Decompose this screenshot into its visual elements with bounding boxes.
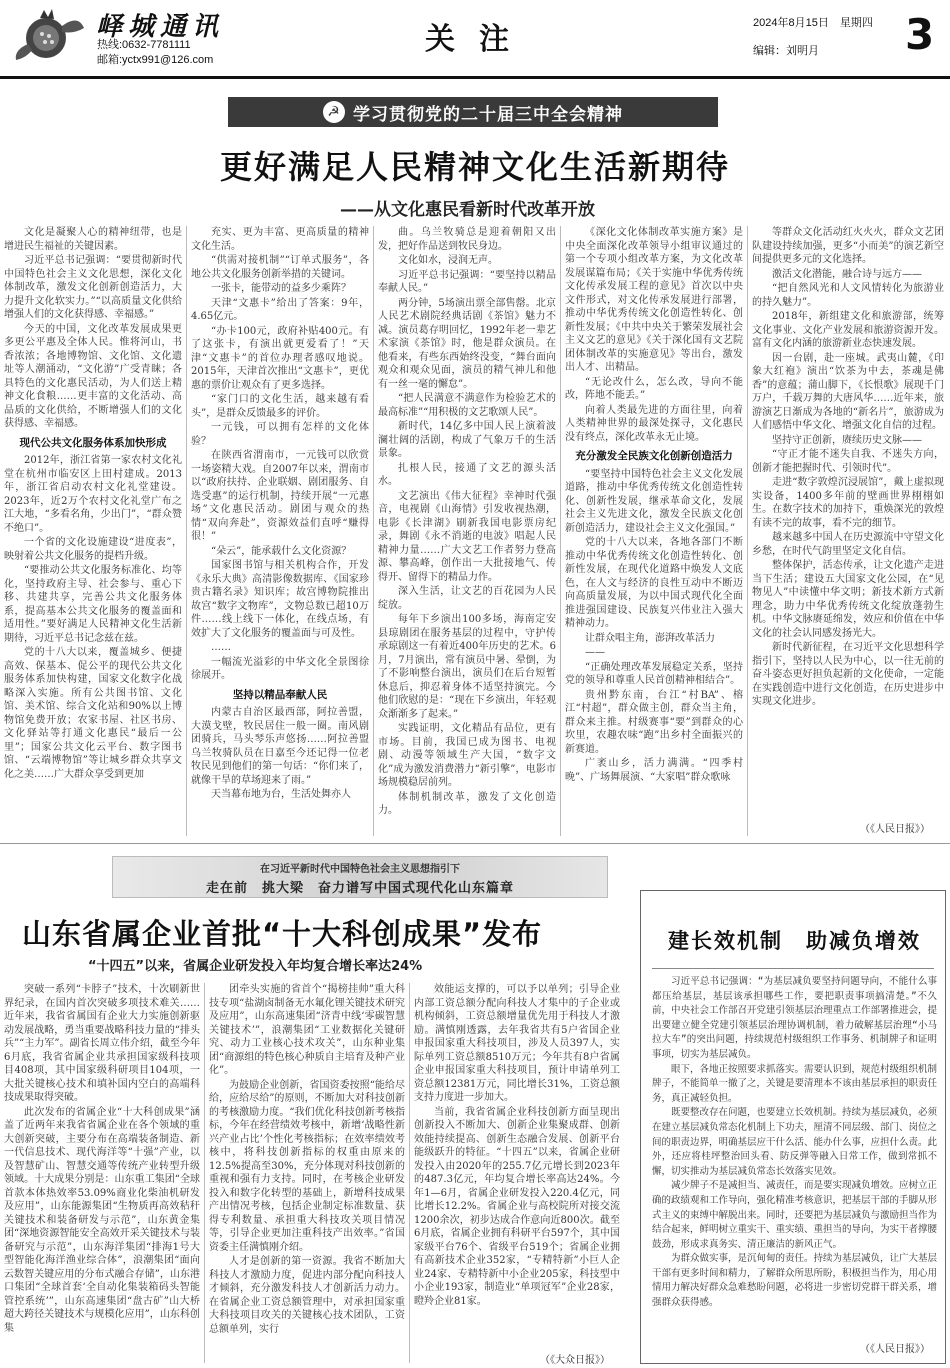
article1-column-5: [752, 226, 944, 816]
section-subheading: 坚持以精品奉献人民: [232, 688, 328, 701]
article-paragraph: 新时代，14亿多中国人民上演着波澜壮阔的活剧，构成了气象万千的生活景象。: [378, 421, 556, 459]
commentary-paragraph: 既要整改存在问题，也要建立长效机制。持续为基层减负，必须在建立基层减负常态化机制上下功夫，厘清不同层级、部门、岗位之间的职责边界，明确基层应干什么活、能办什么事，应担什么责。此外，还应将桂坪整治回头看、防反弹等融入日常工作，做到常抓不懈，切实推动为基层减负常态长效落实见效。: [652, 1107, 938, 1177]
article1-subheadline: ——从文化惠民看新时代改革开放: [340, 200, 595, 220]
article-paragraph: 团牵头实施的省首个“揭榜挂帅”重大科技专项“盐湖卤制备无水氟化锂关键技术研究及应用”，山东高速集团“济青中线‘零碳智慧关键技术’”，浪潮集团“工业数据化关键研究、动力工业核心技术攻关”，山东种业集团“商源组的特色核心种质自主培育及种产业化”。: [209, 984, 405, 1076]
article-paragraph: ……: [211, 642, 231, 653]
article-paragraph: 党的十八大以来，各地各部门不断推动中华优秀传统文化创造性转化、创新性发展，在现代化道路中焕发人文底色，在人文与经济的良性互动中不断迈向高质量发展，为以中国式现代化全面推进强国建设、民族复兴伟业注入强大精神动力。: [565, 537, 743, 629]
hotline: 热线:0632-7781111: [97, 39, 191, 51]
article-paragraph: “家门口的文化生活，越来越有看头”，是群众反馈最多的评价。: [191, 394, 369, 419]
section-title: 关注: [425, 22, 533, 57]
article-paragraph: 向着人类最先进的方面往里，向着人类精神世界的最深处探寻，文化惠民没有终点，深化改革永无止境。: [565, 404, 743, 443]
campaign-banner-top: 在习近平新时代中国特色社会主义思想指引下: [260, 864, 460, 875]
article-paragraph: 越来越多中国人在历史源流中守望文化乡愁，在时代气韵里坚定文化自信。: [752, 532, 944, 557]
article2-headline: 山东省属企业首批“十大科创成果”发布: [22, 917, 543, 951]
article-paragraph: 充实、更为丰富、更高质量的精神文化生活。: [191, 227, 369, 252]
article-paragraph: 今天的中国，文化改革发展成果更多更公平惠及全体人民。惟将河山，书香浓浓；各地博物馆、文化馆、文化遗址等人潮涌动，“文化游”广受青睐；各具特色的文化惠民活动，为人们送上精神文化食粮……更丰富的文化活动、高品质的文化供给，不断增强人们的文化获得感、幸福感。: [4, 323, 182, 429]
article-paragraph: 一元钱，可以拥有怎样的文化体验？: [191, 422, 369, 447]
masthead: [0, 0, 950, 80]
article-paragraph: “朵云”，能承载什么文化资源？: [211, 545, 352, 557]
article-paragraph: 激活文化潜能，融合诗与远方——: [772, 268, 922, 280]
party-emblem-icon: ☭: [323, 101, 345, 123]
article-paragraph: 内蒙古自治区最西部，阿拉善盟，大漠戈壁，牧民居住一般一圈。南风剧团骑兵，马头琴乐声悠扬……阿拉善盟乌兰牧骑队员在日嘉至今还记得一位老牧民见到他们的第一句话：“你们来了，就像干旱的草场迎来了雨。”: [191, 707, 369, 786]
article-paragraph: 广袤山乡，活力满满。“四季村晚”、广场舞展演、“大家唱”群众歌咏: [565, 758, 743, 783]
article-paragraph: 文艺演出《伟大征程》幸神时代强音，电视剧《山海情》引发收视热潮，电影《长津湖》刷新我国电影票房纪录，舞剧《永不消逝的电波》唱起人民精神力量……广大文艺工作者努力登高源、攀高峰，创作出一大批接地气、传得开、留得下的精品力作。: [378, 490, 556, 583]
article1-column-3: [378, 226, 556, 836]
section-subheading: 现代公共文化服务体系加快形成: [19, 436, 167, 449]
article1-column-1: [4, 226, 182, 836]
article2-subheadline: “十四五”以来，省属企业研发投入年均复合增长率达24%: [88, 959, 423, 974]
section-subheading: 充分激发全民族文化创新创造活力: [575, 450, 733, 462]
article-paragraph: 2018年，新组建文化和旅游部，统筹文化事业、文化产业发展和旅游资源开发。富有文化内涵的旅游新业态快速发展。: [752, 311, 944, 349]
editor-credit: 编辑：刘明月: [753, 45, 819, 57]
article-paragraph: 新时代新征程，在习近平文化思想科学指引下，坚持以人民为中心，以一往无前的奋斗姿态更好担负起新的文化使命，一定能在实践创造中进行文化创造，在历史进步中实现文化进步。: [752, 642, 944, 707]
article-paragraph: 体制机制改革，激发了文化创造力。: [378, 791, 556, 816]
topic-banner: [228, 97, 718, 127]
column-divider: [204, 983, 205, 1363]
article-paragraph: “把人民满意不满意作为检验艺术的最高标准”“用积极的文艺歌颂人民”。: [378, 393, 556, 418]
article-paragraph: 突破一系列“卡脖子”技术，十次刷新世界纪录，在国内首次突破多项技术难关……近年来，我省省属国有企业大力实施创新驱动发展战略，勇当重要战略科技力量的“排头兵”“主力军”。副省长周立伟介绍，截至今年6月底，我省省属企业共承担国家级科技项目408项，其中国家级科研项目104项，一大批关键核心技术和填补国内空白的高端科技成果取得突破。: [4, 984, 200, 1103]
article-paragraph: 一幅流光溢彩的中华文化全景图徐徐展开。: [191, 656, 369, 681]
section-divider: [0, 843, 950, 844]
article2-source: （《大众日报》）: [540, 1355, 610, 1366]
article-paragraph: “办卡100元，政府补贴400元。有了这张卡，有演出就更爱看了！”天津“文惠卡”的首位办理者感叹地说。2015年，天津首次推出“文惠卡”，更优惠的票价让观众有了更多选择。: [191, 325, 369, 391]
article-paragraph: 坚持守正创新，赓续历史文脉——: [772, 434, 922, 446]
commentary-title-rule: [652, 968, 934, 969]
article1-source: （《人民日报》）: [860, 824, 930, 835]
article1-headline: 更好满足人民精神文化生活新期待: [219, 148, 730, 186]
article-paragraph: 文化如水，浸润无声。: [398, 255, 498, 266]
article-paragraph: 此次发布的省属企业“十大科创成果”涵盖了近两年来我省省属企业在各个领域的重大创新突破，主要分布在高端装备制造、新一代信息技术、现代海洋等“十强”产业，以及智慧矿山、智慧交通等传统产业转型升级领域。十大成果分别是：山东重工集团“全球首款本体热效率53.09%商业化柴油机研发及应用”，山东能源集团“生物质再高效秸秆关键技术和装备研发与示范”，山东黄金集团“深地资源智能安全高效开采关键技术与装备研究与示范”，山东海洋集团“排海1号大型智能化海洋渔业综合体”，浪潮集团“面向云数智关键应用的分布式融合存储”，山东港口集团“全球首套‘全自动化集装箱码头智能管控系统’”，山东高速集团“盘古矿”山大桥超大跨径关键技术与规模化应用”，山东科创集: [4, 1106, 200, 1334]
article1-column-2: [191, 226, 369, 836]
article-paragraph: 文化是凝聚人心的精神纽带，也是增进民生福祉的关键因素。: [4, 227, 182, 252]
article-paragraph: 《深化文化体制改革实施方案》是中央全面深化改革领导小组审议通过的第一个专项小组改革方案，为文化改革发展谋篇布局；《关于实施中华优秀传统文化传承发展工程的意见》首次以中央文件形式，对文化传承发展进行部署，推动中华优秀传统文化创造性转化、创新性发展；《中共中央关于繁荣发展社会主义文艺的意见》《关于深化国有文艺院团体制改革的实施意见》等出台，激发出人才、出精品。: [565, 227, 743, 373]
commentary-paragraph: 眼下，各地正按照要求抓落实。需要认识到，规范村级组织机制牌子，不能简单一撤了之，关键是要清理本不该由基层承担的职责任务，真正减轻负担。: [652, 1063, 938, 1104]
article-paragraph: 在陕西省渭南市，一元钱可以欣赏一场姿精大戏。自2007年以来，渭南市以“政府扶持、企业联姻、剧团服务、自选受惠”的运行机制，持续开展“一元惠场”文化惠民活动。剧团与观众的热情“双向奔赴”，资源效益们直呼“赚得很！”: [191, 450, 369, 542]
article-paragraph: 当前，我省省属企业科技创新方面呈现出创新投入不断加大、创新企业集聚成群、创新效能持续提高、创新生态融合发展、创新平台能级跃升的特征。“十四五”以来，省属企业研发投入由2020年的255.7亿元增长到2023年的487.3亿元，年均复合增长率高达24%。今年1—6月，省属企业研发投入220.4亿元，同比增长12.2%。省属企业与高校院所对接交流1200余次，初步达成合作意向近800次。截至6月底，省属企业拥有科研平台597个，其中国家级平台76个、省级平台519个；省属企业拥有高新技术企业352家，“专精特新”小巨人企业24家、专精特新中小企业205家，科技型中小企业193家，制造业“单项冠军”企业28家，瞪羚企业81家。: [414, 1106, 620, 1307]
article-paragraph: 贵州黔东南，台江“村BA”、榕江“村超”，群众做主创，群众当主角，群众来主推。村级赛事“要”到群众的心坎里，农趣农味“跑”出乡村全面振兴的新赛道。: [565, 689, 743, 755]
article-paragraph: “要推动公共文化服务标准化、均等化，坚持政府主导、社会参与、重心下移、共建共享，完善公共文化服务体系，提高基本公共文化服务的覆盖面和适用性。”要好满足人民精神文化生活新期待，习近平总书记念兹在兹。: [4, 565, 182, 644]
article-paragraph: 习近平总书记强调：“要坚持以精品奉献人民。”: [378, 269, 556, 294]
topic-banner-text: 学习贯彻党的二十届三中全会精神: [353, 104, 623, 125]
masthead-rule: [0, 76, 950, 79]
commentary-body: [652, 975, 937, 1311]
article-paragraph: “无论改什么，怎么改，导向不能改，阵地不能丢。”: [565, 376, 743, 401]
commentary-title: 建长效机制 助减负增效: [668, 929, 921, 953]
campaign-banner-bottom: 走在前 挑大梁 奋力谱写中国式现代化山东篇章: [205, 881, 514, 896]
column-divider: [747, 226, 748, 836]
page-number: 3: [905, 10, 935, 59]
article-paragraph: 每年下乡演出100多场，海南定安县琼剧团在服务基层的过程中，守护传承琼剧这一有着近400年历史的艺术。6月，7月演出，常有演员中暑、晕倒，为了不影响整台演出，演员们在后台短暂休息后，抑忍着身体不适坚持演完。今他们欣慰的是：“现在下乡演出，年轻观众渐渐多了起来。”: [378, 614, 556, 720]
article-paragraph: 国家图书馆与相关机构合作，开发《永乐大典》高清影像数据库、《国家珍贵古籍名录》知识库；故宫博物院推出故宫“数字文物库”，文物总数已超10万件……线上线下一体化，在线点场，有效扩大了文化服务的覆盖面与可及性。: [191, 560, 369, 639]
article-paragraph: 让群众唱主角，澎湃改革活力: [585, 632, 715, 644]
article2-column-2: [209, 983, 405, 1365]
article-paragraph: 一个省的文化设施建设“进度表”，映射着公共文化服务的提档升级。: [4, 537, 182, 562]
article-paragraph: “把自然风光和人文风情转化为旅游业的持久魅力”。: [752, 283, 944, 308]
article1-column-4: [565, 226, 743, 836]
article-paragraph: “要坚持中国特色社会主义文化发展道路，推动中华优秀传统文化创造性转化、创新性发展，继承革命文化，发展社会主义先进文化，激发全民族文化创新创造活力，建设社会主义文化强国。”: [565, 468, 743, 534]
article2-column-3: [414, 983, 620, 1348]
article-paragraph: 等群众文化活动红火火火，群众文艺团队建设持续加强，更多“小而美”的演艺新空间提供更多元的文化选择。: [752, 227, 944, 265]
commentary-paragraph: 为群众做实事，是沉甸甸的责任。持续为基层减负，让广大基层干部有更多时间和精力，了解群众所思所盼，积极担当作为，用心用情用力解决好群众急难愁盼问题，必将进一步密切党群干群关系，增强群众获得感。: [652, 1253, 938, 1309]
article-paragraph: 为鼓励企业创新，省国资委按照“能给尽给，应给尽给”的原则，不断加大对科技创新的考核激励力度。“我们优化科技创新考核指标，今年在经营绩效考核中，新增‘战略性新兴产业占比’个性化考核指标；在效率绩效考核中，将科技创新指标的权重由原来的12.5%提高至30%，充分体现对科技创新的重视和强有力支持。同时，在考核企业研发投入和数字化转型的基础上，新增科技成果产出情况考核，包括企业制定标准数量、获得专利数量、承担重大科技攻关项目情况等，引导企业更加注重科技产出效率。”省国资委主任满慎刚介绍。: [209, 1079, 405, 1253]
commentary-paragraph: 习近平总书记强调：“为基层减负要坚持问题导向，不能什么事都压给基层，基层该承担哪些工作，要把职责事项搞清楚。”不久前，中央社会工作部召开党建引领基层治理重点工作部署推进会，提出要建立健全党建引领基层治理协调机制，着力破解基层治理“小马拉大车”的突出问题，持续规范村级组织工作事务、机制牌子和证明事项，切实为基层减负。: [652, 976, 938, 1060]
contact-info: [97, 38, 213, 68]
column-divider: [186, 226, 187, 836]
article-paragraph: 天津“文惠卡”给出了答案：9年，4.65亿元。: [191, 297, 369, 322]
commentary-source: （《人民日报》）: [860, 1344, 930, 1355]
article-paragraph: “守正才能不迷失自我、不迷失方向，创新才能把握时代、引领时代”。: [752, 449, 944, 474]
campaign-banner: [112, 856, 608, 898]
article2-column-1: [4, 983, 200, 1365]
commentary-paragraph: 减少牌子不是减担当、减责任，而是要实现减负增效。应树立正确的政绩观和工作导向，强化精准考核意识，把基层干部的手脚从形式主义的束缚中解脱出来。同时，还要把为基层减负与激励担当作为结合起来，鲜明树立重实干、重实绩、重担当的导向，为实干者撑腰鼓劲，形成求真务实、清正廉洁的新风正气。: [652, 1180, 938, 1250]
article-paragraph: “供需对接机制”“订单式服务”，各地公共文化服务创新举措的关键词。: [191, 255, 369, 280]
article-paragraph: 因一台剧，赴一座城。武夷山麓，《印象大红袍》演出“饮茶为中去，茶魂是佛香”的意蕴；蒲山脚下，《长恨歌》展现千门万户，千载万舞的大唐风华……近年来，旅游演艺日渐成为各地的“新名片”，旅游成为人们感悟中华文化、增强文化自信的过程。: [752, 352, 944, 431]
pomegranate-logo-icon: [12, 4, 86, 64]
article-paragraph: 走进“数字敦煌沉浸展馆”，戴上虚拟现实设备，1400多年前的壁画世界栩栩如生。在数字技术的加持下，重焕深光的敦煌有读不完的故事，看不完的细节。: [752, 477, 944, 529]
article-paragraph: 一张卡，能带动的益多少乘阵？: [211, 283, 351, 294]
article-paragraph: ——: [585, 647, 605, 658]
issue-date: 2024年8月15日 星期四: [753, 17, 873, 29]
paper-name: 峄城通讯: [96, 12, 225, 42]
article-paragraph: 整体保护，活态传承，让文化遗产走进当下生活；建设五大国家文化公园，在“见物见人”中读懂中华文明；新技术新方式新理念，助力中华优秀传统文化绽放蓬勃生机。中华文脉赓延绵发，效应和价值在中华文化的社会认同感发扬光大。: [752, 560, 944, 639]
article-paragraph: 曲。乌兰牧骑总是迎着朝阳又出发，把好作品送到牧民身边。: [378, 227, 556, 252]
email: 邮箱:yctx991@126.com: [97, 54, 214, 66]
article-paragraph: “正确处理改革发展稳定关系，坚持党的领导和尊重人民首创精神相结合”。: [565, 661, 743, 686]
article-paragraph: 2012年，浙江省第一家农村文化礼堂在杭州市临安区上田村建成。2013年，浙江省启动农村文化礼堂建设。2023年，近2万个农村文化礼堂广布之江大地，“多看名角，少出门”，“群众赞不绝口”。: [4, 455, 182, 534]
article-paragraph: 效能运支撑的，可以予以单列；引导企业内部工资总额分配向科技人才集中的子企业或机构倾斜，工资总额增量优先用于科技人才激励。满慎刚透露，去年我省共有5户省国企业申报国家重大科技项目，涉及人员397人，实际单列工资总额8510万元；今年共有8户省属企业申报国家重大科技项目，预计申请单列工资总额12381万元，同比增长31%，工资总额支持力度进一步加大。: [414, 984, 620, 1103]
article-paragraph: 两分钟，5场演出票全部售罄。北京人民艺术剧院经典话剧《茶馆》魅力不减。演员葛存明回忆，1992年老一辈艺术家演《茶馆》时，他是群众演员。在他看来，有些东西始终没变，“舞台面向观众和观众见面，演员的精气神儿和他有一丝一毫的懈怠”。: [378, 297, 556, 390]
column-divider: [560, 226, 561, 836]
article-paragraph: 深入生活，让文艺的百花园为人民绽放。: [378, 586, 556, 611]
article-paragraph: 党的十八大以来，覆盖城乡、便捷高效、保基本、促公平的现代公共文化服务体系加快构建，国家文化数字化战略深入实施。所有公共图书馆、文化馆、美术馆、综合文化站和90%以上博物馆免费开放；农家书屋、社区书房、文化驿站等打通文化惠民“最后一公里”；国家公共文化云平台、数字图书馆、“云端博物馆”等让城乡群众共享文化之美……广大群众享受到更加: [4, 647, 182, 780]
article-paragraph: 人才是创新的第一资源。我省不断加大科技人才激励力度，促进内部分配向科技人才倾斜，充分激发科技人才创新活力动力。在省属企业工资总额管理中，对承担国家重大科技项目攻关的关键核心技术团队，工资总额单列，实行: [209, 1256, 405, 1335]
column-divider: [409, 983, 410, 1363]
article-paragraph: 实践证明，文化精品有品位，更有市场。目前，我国已成为图书、电视剧、动漫等领域生产大国，“数字文化”成为激发消费潜力“新引擎”，电影市场规模稳居前列。: [378, 723, 556, 788]
article-paragraph: 习近平总书记强调：“要贯彻新时代中国特色社会主义文化思想，深化文化体制改革，激发文化创新创造活力，大力提升文化软实力。”“以高质量文化供给增强人们的文化获得感、幸福感。”: [4, 255, 182, 320]
column-divider: [373, 226, 374, 836]
article-paragraph: 天当幕布地为台，生活处舞亦人: [211, 789, 351, 800]
article-paragraph: 扎根人民，接通了文艺的源头活水。: [378, 462, 556, 487]
